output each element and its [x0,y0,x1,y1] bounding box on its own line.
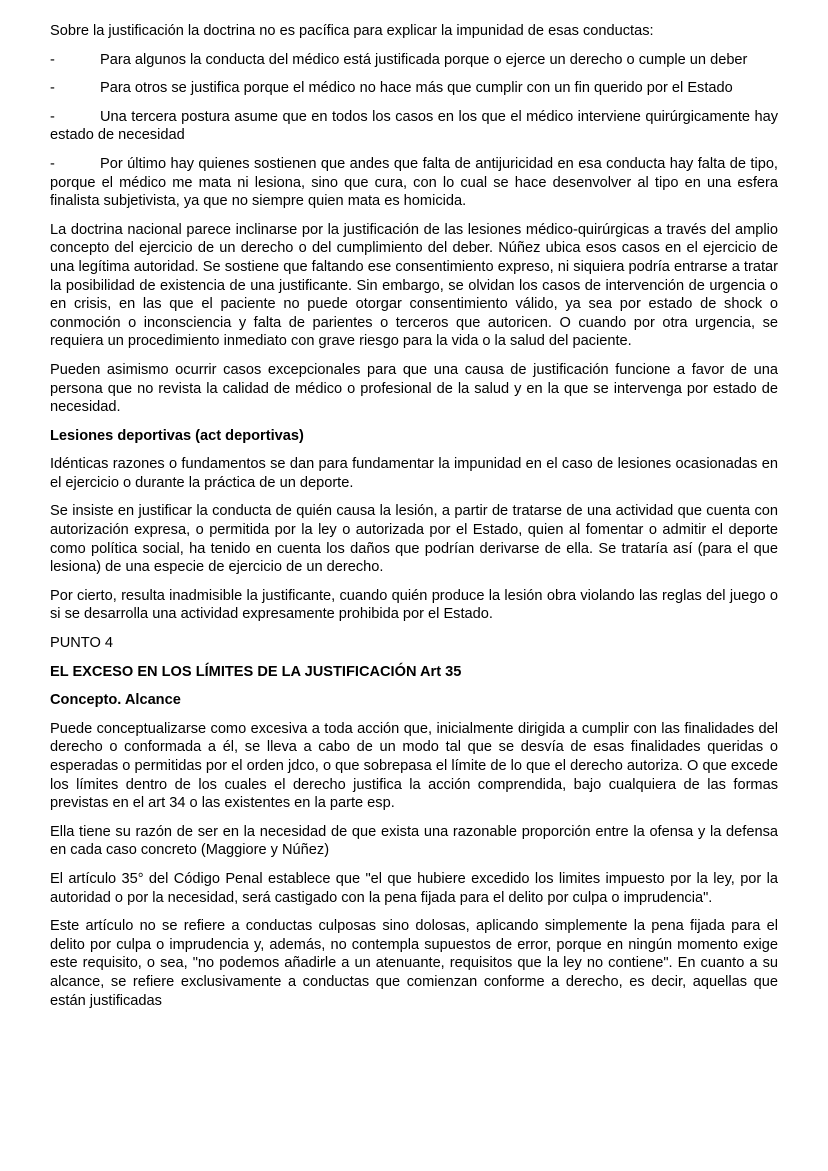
paragraph-doctrina: La doctrina nacional parece inclinarse por la justificación de las lesiones médico-quirúrgicas a través del amplio concepto del ejercicio de un derecho o del cumplimiento del deber. Núñez ubica esos casos en el ejercicio de una legítima autoridad. Se sostiene que faltando ese consentimiento expreso, ni siquiera podría entrarse a tratar la posibilidad de existencia de una justificante. Sin embargo, se olvidan los casos de intervención de urgencia o en crisis, en las que el paciente no puede otorgar consentimiento válido, ya sea por estado de shock o conmoción o inconsciencia y falta de parientes o terceros que autoricen. O cuando por otra urgencia, se requiera un procedimiento inmediato con grave riesgo para la vida o la salud del paciente. [50,221,778,350]
intro-paragraph: Sobre la justificación la doctrina no es pacífica para explicar la impunidad de esas conductas: [50,23,654,39]
heading-exceso: EL EXCESO EN LOS LÍMITES DE LA JUSTIFICACIÓN Art 35 [50,663,462,680]
paragraph-articulo: El artículo 35° del Código Penal establece que "el que hubiere excedido los limites impuesto por la ley, por la autoridad o por la necesidad, será castigado con la pena fijada para el delito por culpa o imprudencia". [50,870,778,906]
paragraph-pueden: Pueden asimismo ocurrir casos excepcionales para que una causa de justificación funcione a favor de una persona que no revista la calidad de médico o profesional de la salud y en la que se intervenga por estado de necesidad. [50,361,778,416]
list-item [50,155,778,211]
list-item [50,51,778,70]
paragraph-identicas: Idénticas razones o fundamentos se dan para fundamentar la impunidad en el caso de lesiones ocasionadas en el ejercicio o durante la práctica de un deporte. [50,456,778,491]
list-item-text: Una tercera postura asume que en todos los casos en los que el médico interviene quirúrgicamente hay estado de necesidad [50,108,778,144]
paragraph-puede: Puede conceptualizarse como excesiva a toda acción que, inicialmente dirigida a cumplir con las finalidades del derecho o conformada a él, se lleva a cabo de un modo tal que se desvía de esas finalidades queridas o esperadas o permitidas por el orden jdco, o que sobrepasa el límite de lo que el derecho autoriza. O que excede los límites dentro de los cuales el derecho justifica la acción comprendida, bajo cualquiera de las formas previstas en el art 34 o las existentes en la parte esp. [50,720,778,812]
list-dash: - [50,155,55,172]
list-item [50,79,778,98]
paragraph-cierto: Por cierto, resulta inadmisible la justificante, cuando quién produce la lesión obra violando las reglas del juego o si se desarrolla una actividad expresamente prohibida por el Estado. [50,587,778,623]
paragraph-ella: Ella tiene su razón de ser en la necesidad de que exista una razonable proporción entre la ofensa y la defensa en cada caso concreto (Maggiore y Núñez) [50,823,778,859]
list-dash: - [50,80,55,97]
list-item-text: Para algunos la conducta del médico está justificada porque o ejerce un derecho o cumple un deber [100,51,748,68]
list-item-text: Por último hay quienes sostienen que andes que falta de antijuricidad en esa conducta hay falta de tipo, porque el médico me mata ni lesiona, sino que cura, con lo cual se hace desenvolver al tipo en una esfera finalista subjetivista, ya que no siempre quien mata es homicida. [50,155,778,210]
list-item [50,108,778,145]
paragraph-este: Este artículo no se refiere a conductas culposas sino dolosas, aplicando simplemente la pena fijada para el delito por culpa o imprudencia y, además, no contempla supuestos de error, porque en ningún momento exige este requisito, o sea, "no podemos añadirle a un atenuante, requisitos que la ley no contiene". En cuanto a su alcance, se refiere exclusivamente a conductas que comienzan conforme a derecho, es decir, aquellas que están justificadas [50,918,778,1009]
list-dash: - [50,51,55,68]
heading-concepto: Concepto. Alcance [50,692,181,709]
section-label-punto: PUNTO 4 [50,635,113,652]
list-dash: - [50,108,55,125]
list-item-text: Para otros se justifica porque el médico no hace más que cumplir con un fin querido por el Estado [100,80,733,97]
paragraph-insiste: Se insiste en justificar la conducta de quién causa la lesión, a partir de tratarse de una actividad que cuenta con autorización expresa, o permitida por la ley o autorizada por el Estado, quien al fomentar o admitir el deporte como política social, ha tenido en cuenta los daños que podrían derivarse de ella. Se trataría así (para el que lesiona) de una especie de ejercicio de un derecho. [50,503,778,576]
heading-lesiones-deportivas: Lesiones deportivas (act deportivas) [50,427,304,444]
